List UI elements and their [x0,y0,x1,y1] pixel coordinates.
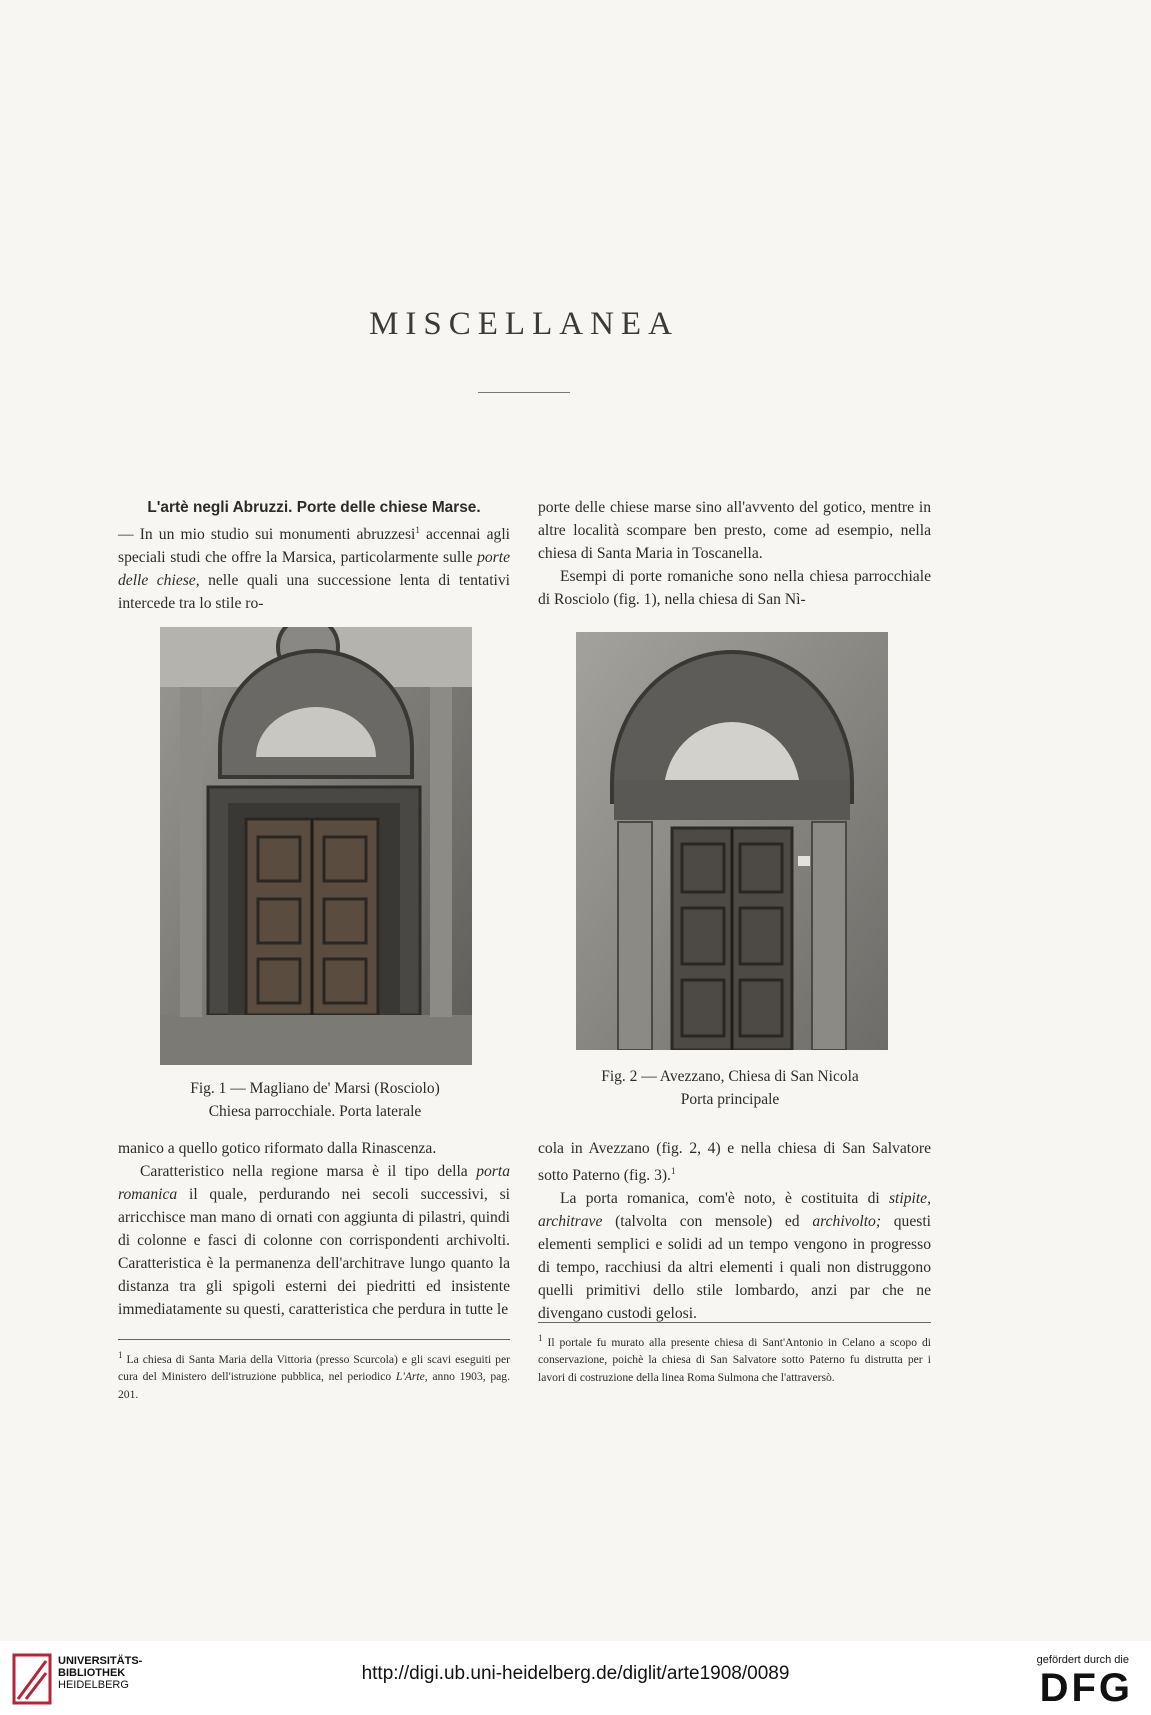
paragraph: manico a quello gotico riformato dalla Rinascenza. [118,1140,437,1157]
paragraph: porte delle chiese marse sino all'avvento del gotico, mentre in altre località scompare ben presto, come ad esempio, nella chiesa di Santa Maria in Toscanella. [538,499,931,562]
church-door-photo-2 [576,632,888,1050]
paragraph: cola in Avezzano (fig. 2, 4) e nella chiesa di San Salvatore sotto Paterno (fig. 3).$^1$ [538,1140,931,1185]
figure-2-caption: Fig. 2 — Avezzano, Chiesa di San Nicola Porta principale [601,1068,859,1108]
column-left-bottom [118,1137,510,1321]
footnote-right: $^1$ Il portale fu murato alla presente chiesa di Sant'Antonio in Celano a scopo di conservazione, poichè la chiesa di San Salvatore sotto Paterno fu distrutta per i lavori di costruzione della linea Roma Sulmona che l'attraversò. [538,1333,931,1384]
column-left-top [118,496,510,615]
figure-1-photo [160,627,472,1065]
column-right-bottom [538,1137,931,1325]
footnote-divider-left [118,1339,510,1340]
library-name: UNIVERSITÄTS- BIBLIOTHEK HEIDELBERG [58,1655,143,1691]
dfg-logo: DFG [1039,1666,1133,1710]
figure-2-photo [576,632,888,1050]
page-title: MISCELLANEA [369,306,679,342]
title-divider [478,392,570,393]
paragraph: — In un mio studio sui monumenti abruzzesi$^1$ accennai agli speciali studi che offre la Marsica, particolarmente sulle porte delle chiese, nelle quali una successione lenta di tentativi intercede tra lo stile ro- [118,525,510,613]
column-right-top [538,496,931,611]
source-url-link[interactable]: http://digi.ub.uni-heidelberg.de/diglit/arte1908/0089 [361,1663,790,1684]
footnote-divider-right [538,1322,931,1323]
paragraph: Esempi di porte romaniche sono nella chiesa parrocchiale di Rosciolo (fig. 1), nella chiesa di San Nì- [538,568,931,608]
figure-1-caption: Fig. 1 — Magliano de' Marsi (Rosciolo) Chiesa parrocchiale. Porta laterale [190,1080,440,1120]
paragraph: Caratteristico nella regione marsa è il tipo della porta romanica il quale, perdurando nei secoli successivi, si arricchisce man mano di ornati con aggiunta di pilastri, quindi di colonne e fasci di colonne con corrispondenti archivolti. Caratteristica è la permanenza dell'architrave lungo quanto la distanza tra gli spigoli esterni dei piedritti ed insistente immediatamente su questi, caratteristica che perdura in tutte le [118,1163,510,1318]
church-door-photo-1 [160,627,472,1065]
funded-by-label: gefördert durch die [1036,1654,1129,1666]
paragraph: La porta romanica, com'è noto, è costituita di stipite, architrave (talvolta con mensole) ed archivolto; questi elementi semplici e solidi ad un tempo vengono in progresso di tempo, racchiusi da altri elementi i quali non distruggono quelli primitivi dello stile lombardo, anzi par che ne divengano custodi gelosi. [538,1190,931,1323]
footnote-left: $^1$ La chiesa di Santa Maria della Vittoria (presso Scurcola) e gli scavi eseguiti per cura del Ministero dell'istruzione pubblica, nel periodico L'Arte, anno 1903, pag. 201. [118,1350,510,1401]
article-heading: L'artè negli Abruzzi. Porte delle chiese Marse. [147,499,481,516]
